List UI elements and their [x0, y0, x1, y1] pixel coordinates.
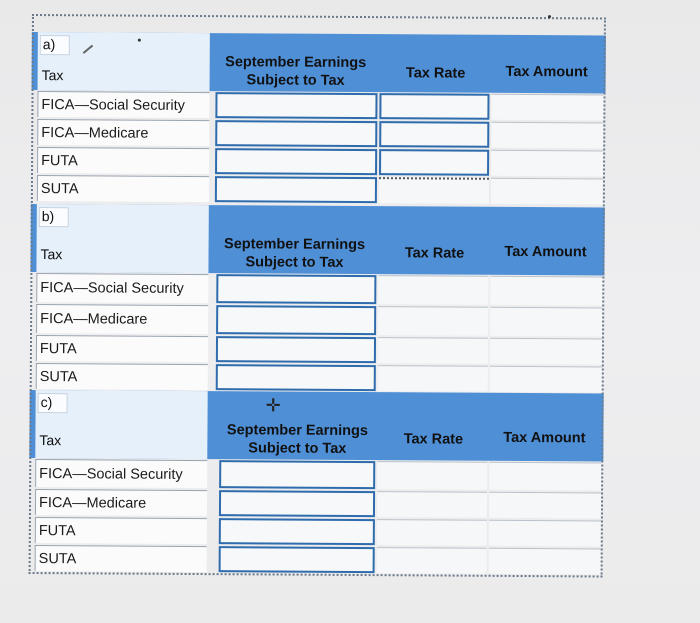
table-row — [30, 362, 604, 394]
table-row — [30, 303, 604, 338]
amount-cell[interactable] — [491, 150, 603, 177]
table-row — [29, 516, 603, 548]
section-a — [32, 32, 606, 198]
section-b-tax-header: Tax — [40, 246, 63, 263]
section-b-rate-header: Tax Rate — [404, 245, 465, 262]
section-a-tax-header: Tax — [41, 67, 64, 84]
section-c-earnings-header: September Earnings Subject to Tax — [226, 422, 369, 457]
earnings-input[interactable] — [219, 546, 375, 573]
amount-cell[interactable] — [489, 492, 601, 519]
rate-input[interactable] — [379, 93, 489, 120]
table-row — [31, 90, 605, 122]
amount-cell[interactable] — [490, 276, 602, 306]
section-c-letter: c) — [38, 393, 68, 413]
tax-name: FICA—Social Security — [37, 91, 209, 118]
section-a-header — [32, 32, 606, 94]
tax-name: SUTA — [35, 545, 207, 572]
table-row — [31, 146, 605, 178]
tax-name: SUTA — [37, 175, 209, 202]
section-c-rate-header: Tax Rate — [403, 431, 464, 448]
section-c-tax-header: Tax — [39, 432, 62, 449]
earnings-input[interactable] — [215, 176, 377, 203]
section-b-amount-header: Tax Amount — [504, 243, 587, 261]
amount-cell[interactable] — [489, 548, 601, 575]
section-c-label-cell — [35, 390, 207, 459]
earnings-input[interactable] — [215, 148, 377, 175]
earnings-input[interactable] — [219, 518, 375, 545]
table-row — [29, 488, 603, 520]
tax-name: FICA—Social Security — [35, 459, 207, 488]
rate-cell[interactable] — [377, 547, 487, 574]
rate-cell[interactable] — [378, 365, 488, 392]
table-row — [30, 334, 604, 366]
tax-name: FUTA — [36, 335, 208, 362]
rate-cell[interactable] — [377, 519, 487, 546]
tax-worksheet — [29, 14, 606, 577]
amount-cell[interactable] — [489, 520, 601, 547]
section-a-label-cell — [38, 32, 210, 91]
earnings-input[interactable] — [216, 274, 376, 304]
tax-name: FUTA — [35, 517, 207, 544]
earnings-input[interactable] — [215, 120, 377, 147]
rate-cell[interactable] — [377, 461, 487, 490]
section-a-letter: a) — [40, 35, 70, 55]
rate-input[interactable] — [379, 149, 489, 176]
amount-cell[interactable] — [491, 122, 603, 149]
rate-cell[interactable] — [378, 306, 488, 336]
section-b-label-cell — [36, 204, 208, 273]
earnings-input[interactable] — [219, 460, 375, 489]
section-b-letter: b) — [39, 207, 69, 227]
table-row — [30, 272, 604, 307]
amount-cell[interactable] — [490, 307, 602, 337]
section-c-amount-header: Tax Amount — [503, 429, 586, 447]
rate-cell[interactable] — [377, 491, 487, 518]
section-c-header — [29, 390, 603, 462]
amount-cell[interactable] — [490, 366, 602, 393]
section-b-header — [30, 204, 604, 276]
section-b-earnings-header: September Earnings Subject to Tax — [224, 236, 366, 271]
section-a-rate-header: Tax Rate — [405, 65, 466, 82]
table-row — [31, 118, 605, 150]
sheet-top-edge — [32, 14, 606, 22]
section-a-earnings-header: September Earnings Subject to Tax — [225, 54, 367, 89]
table-row — [29, 458, 603, 492]
earnings-input[interactable] — [216, 305, 376, 335]
pen-dot — [548, 15, 551, 18]
table-row — [29, 544, 603, 576]
section-a-amount-header: Tax Amount — [505, 63, 588, 81]
tax-name: FICA—Medicare — [35, 489, 207, 516]
tax-name: FICA—Medicare — [36, 304, 208, 334]
earnings-input[interactable] — [215, 92, 377, 119]
amount-cell[interactable] — [489, 462, 601, 491]
tax-name: FUTA — [37, 147, 209, 174]
earnings-input[interactable] — [216, 336, 376, 363]
earnings-input[interactable] — [219, 490, 375, 517]
earnings-input[interactable] — [216, 364, 376, 391]
rate-cell[interactable] — [378, 337, 488, 364]
amount-cell[interactable] — [491, 178, 603, 205]
table-row — [31, 174, 605, 206]
rate-cell[interactable] — [378, 275, 488, 305]
amount-cell[interactable] — [491, 94, 603, 121]
rate-cell[interactable] — [379, 177, 489, 204]
move-cursor-icon: ✛ — [265, 395, 281, 416]
pen-dot — [138, 39, 141, 42]
amount-cell[interactable] — [490, 338, 602, 365]
tax-name: FICA—Medicare — [37, 119, 209, 146]
rate-input[interactable] — [379, 121, 489, 148]
tax-name: FICA—Social Security — [36, 273, 208, 303]
tax-name: SUTA — [36, 363, 208, 390]
